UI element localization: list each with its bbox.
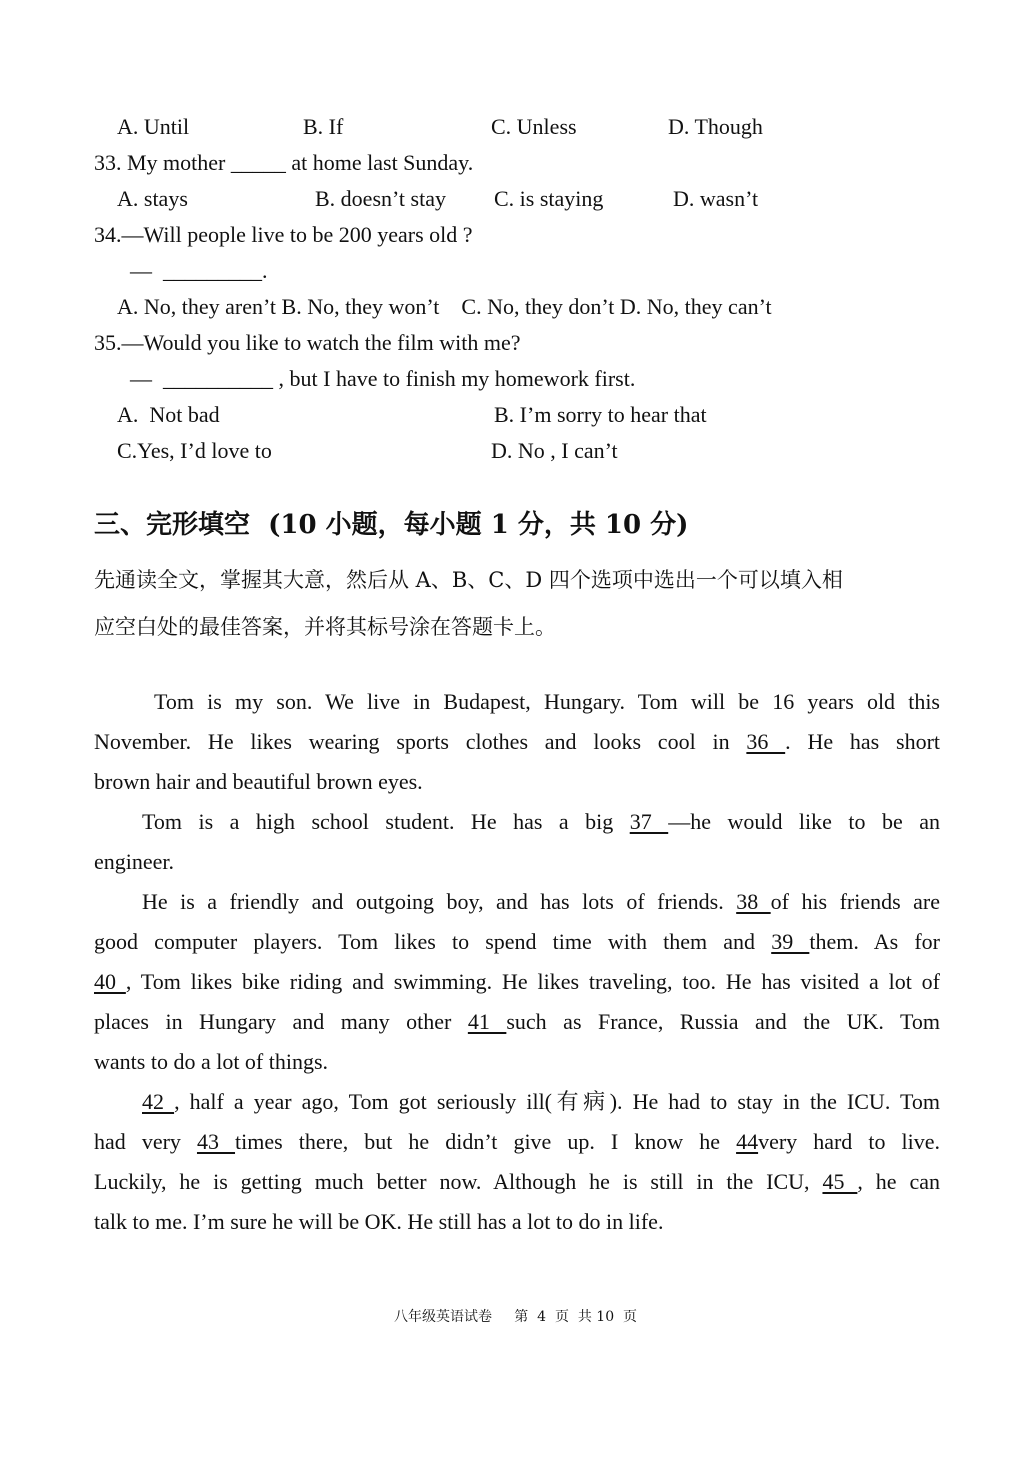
- passage-text: places in Hungary and many other: [94, 1009, 452, 1034]
- passage-line: talk to me. I’m sure he will be OK. He still has a lot to do in life.: [94, 1209, 664, 1234]
- q32-option-d: D. Though: [668, 114, 763, 139]
- passage-text: Tom is a high school student. He has a big: [142, 809, 614, 834]
- q33-stem: 33. My mother _____ at home last Sunday.: [94, 150, 474, 175]
- q35-stem: 35.—Would you like to watch the film with me?: [94, 330, 521, 355]
- blank-44: 44: [736, 1129, 759, 1154]
- passage-line: Tom is my son. We live in Budapest, Hungary. Tom will be 16 years old this: [154, 689, 940, 714]
- q33-option-c: C. is staying: [494, 186, 604, 211]
- q32-option-c: C. Unless: [491, 114, 577, 139]
- passage-line: [94, 929, 940, 955]
- passage-line: brown hair and beautiful brown eyes.: [94, 769, 423, 794]
- passage-line: [142, 809, 940, 835]
- passage-text: times there, but he didn’t give up. I know he: [235, 1129, 721, 1154]
- passage-text: , half a year ago, Tom got seriously ill(有病). He had to stay in the ICU. Tom: [174, 1089, 941, 1114]
- passage-line: [94, 729, 940, 755]
- q35-option-d: D. No , I can’t: [491, 438, 618, 463]
- passage-text: He is a friendly and outgoing boy, and has lots of friends.: [142, 889, 724, 914]
- passage-text: very hard to live.: [758, 1129, 941, 1154]
- blank-42: 42: [142, 1089, 175, 1114]
- passage-line: [94, 969, 940, 995]
- blank-37: 37: [629, 809, 669, 834]
- q33-option-d: D. wasn’t: [673, 186, 759, 211]
- q34-options: A. No, they aren’t B. No, they won’t C. No, they don’t D. No, they can’t: [117, 294, 772, 319]
- blank-40: 40: [94, 969, 126, 994]
- passage-line: wants to do a lot of things.: [94, 1049, 329, 1074]
- passage-text: of his friends are: [770, 889, 940, 914]
- q32-option-a: A. Until: [117, 114, 190, 139]
- passage-text: them. As for: [809, 929, 940, 954]
- q35-reply: — __________ , but I have to finish my homework first.: [130, 366, 636, 391]
- q33-option-b: B. doesn’t stay: [315, 186, 446, 211]
- passage-line: [142, 1089, 940, 1115]
- q33-option-a: A. stays: [117, 186, 188, 211]
- blank-43: 43: [196, 1129, 236, 1154]
- passage-line: [142, 889, 940, 915]
- q35-option-a: A. Not bad: [117, 402, 220, 427]
- page-footer: 八年级英语试卷 第 4 页 共 10 页: [393, 1309, 638, 1325]
- passage-text: , he can: [857, 1169, 941, 1194]
- passage-line: [94, 1169, 940, 1195]
- q34-stem: 34.—Will people live to be 200 years old ?: [94, 222, 473, 247]
- blank-38: 38: [736, 889, 771, 914]
- section-instruction-line-1: 先通读全文，掌握其大意，然后从 A、B、C、D 四个选项中选出一个可以填入相: [94, 568, 843, 592]
- blank-45: 45: [822, 1169, 858, 1194]
- passage-line: [94, 1129, 940, 1155]
- passage-text: Luckily, he is getting much better now. Although he is still in the ICU,: [94, 1169, 810, 1194]
- passage-text: , Tom likes bike riding and swimming. He likes traveling, too. He has visited a lot of: [125, 969, 940, 994]
- q35-option-c: C.Yes, I’d love to: [117, 438, 272, 463]
- blank-41: 41: [467, 1009, 507, 1034]
- q35-option-b: B. I’m sorry to hear that: [494, 402, 707, 427]
- q32-option-b: B. If: [303, 114, 344, 139]
- blank-36: 36: [746, 729, 786, 754]
- passage-line: [94, 1009, 940, 1035]
- q34-reply: — _________.: [130, 258, 268, 283]
- passage-line: engineer.: [94, 849, 175, 874]
- blank-39: 39: [771, 929, 810, 954]
- passage-text: good computer players. Tom likes to spend time with them and: [94, 929, 756, 954]
- section-title: 三、完形填空 (10 小题，每小题 1 分，共 10 分): [94, 510, 689, 540]
- passage-text: had very: [94, 1129, 181, 1154]
- passage-text: —he would like to be an: [668, 809, 940, 834]
- passage-text: . He has short: [785, 729, 941, 754]
- passage-text: such as France, Russia and the UK. Tom: [506, 1009, 941, 1034]
- passage-text: November. He likes wearing sports clothes and looks cool in: [94, 729, 730, 754]
- section-instruction-line-2: 应空白处的最佳答案，并将其标号涂在答题卡上。: [94, 615, 556, 639]
